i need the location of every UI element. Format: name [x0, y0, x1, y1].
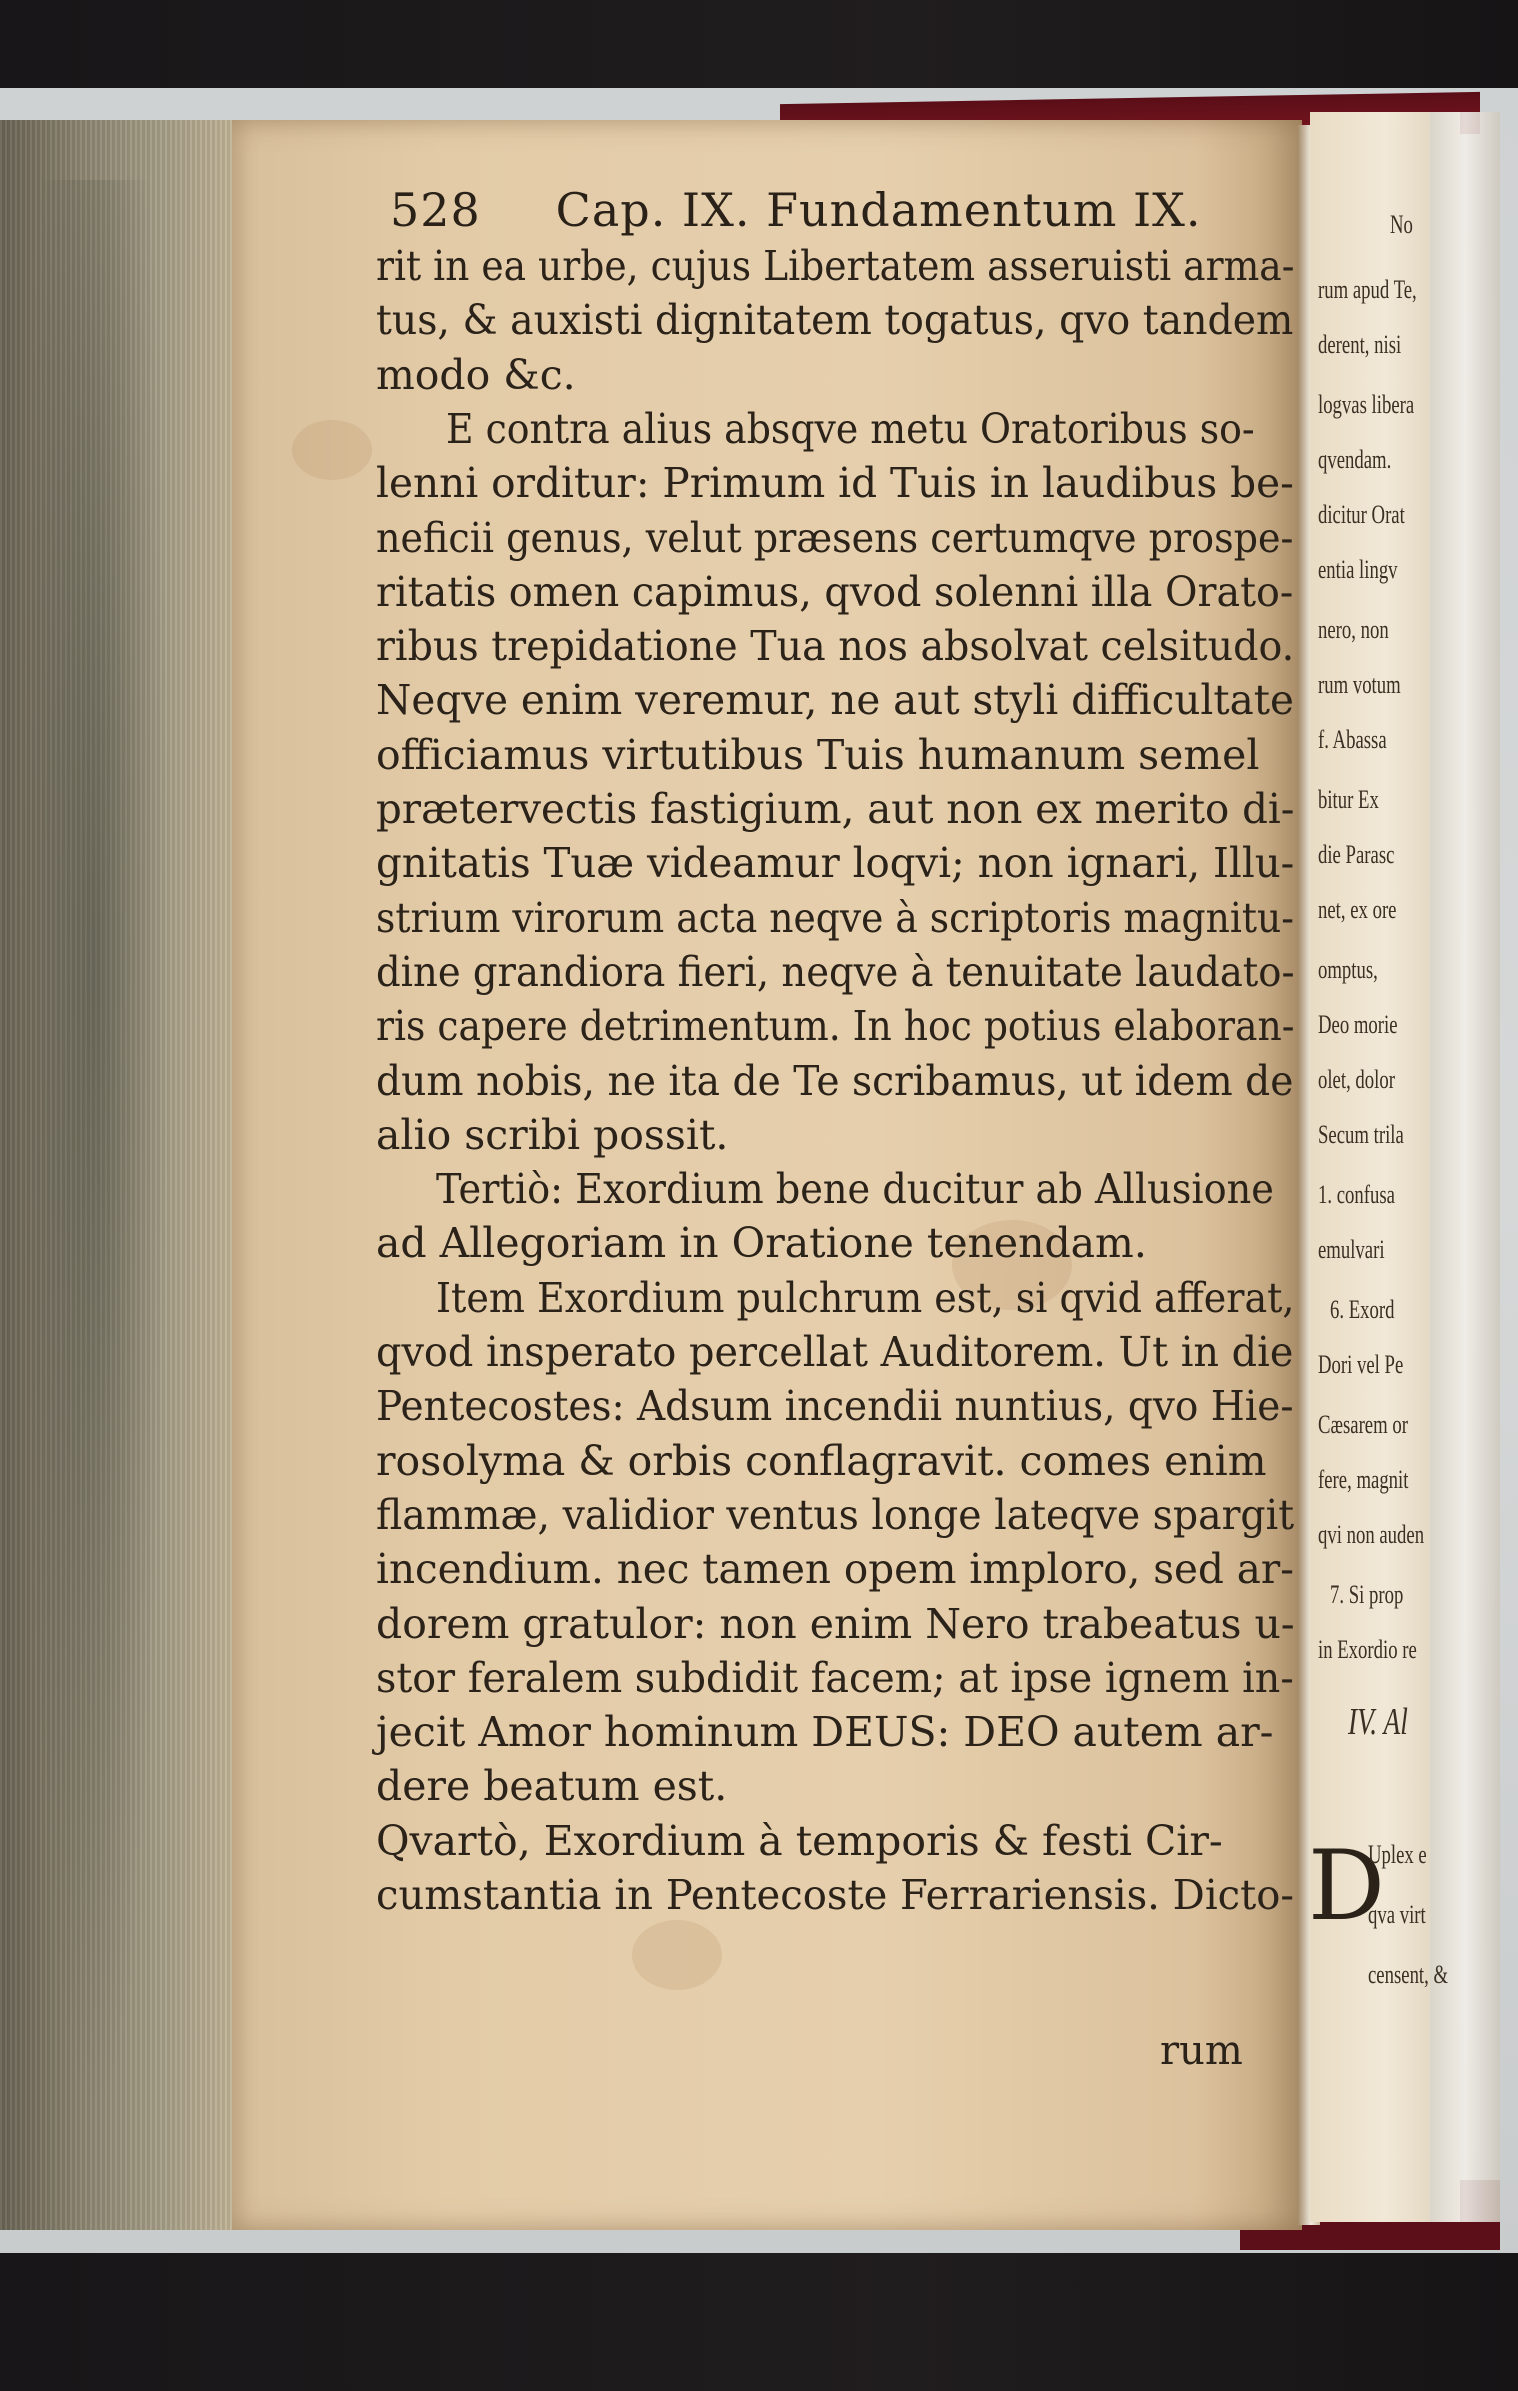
text-line: jecit Amor hominum DEUS: DEO autem ar- — [376, 1708, 1274, 1756]
foxing-spot — [632, 1920, 722, 1990]
text-line: alio scribi possit. — [376, 1111, 729, 1159]
text-line: ad Allegoriam in Oratione tenendam. — [376, 1219, 1147, 1267]
right-page-fragment: 7. Si prop — [1330, 1580, 1404, 1609]
running-title: Cap. IX. Fundamentum IX. — [555, 183, 1202, 237]
foxing-spot — [292, 420, 372, 480]
text-line: ribus trepidatione Tua nos absolvat celsitudo. — [376, 622, 1295, 670]
text-line: Neqve enim veremur, ne aut styli difficultate — [376, 676, 1294, 724]
text-line: Qvartò, Exordium à temporis & festi Cir- — [376, 1817, 1223, 1865]
text-line: strium virorum acta neqve à scriptoris magnitu- — [376, 894, 1294, 942]
right-page-fragment: censent, & — [1368, 1960, 1449, 1989]
right-page-fragment: die Parasc — [1318, 840, 1395, 869]
text-line: cumstantia in Pentecoste Ferrariensis. Dicto- — [376, 1871, 1294, 1919]
right-page-fragment: Dori vel Pe — [1318, 1350, 1404, 1379]
text-line: dine grandiora fieri, neqve à tenuitate laudato- — [376, 948, 1295, 996]
right-page-fragment: qvendam. — [1318, 445, 1392, 474]
text-line: dere beatum est. — [376, 1762, 728, 1810]
text-line: tus, & auxisti dignitatem togatus, qvo tandem — [376, 296, 1294, 344]
right-page-fragment: dicitur Orat — [1318, 500, 1405, 529]
right-page-fragment: logvas libera — [1318, 390, 1415, 419]
text-line: rosolyma & orbis conflagravit. comes enim — [376, 1437, 1267, 1485]
right-page-fragment: derent, nisi — [1318, 330, 1402, 359]
text-line: Tertiò: Exordium bene ducitur ab Allusione — [436, 1165, 1274, 1213]
text-line: prætervectis fastigium, aut non ex merito di- — [376, 785, 1295, 833]
right-page-fragment: Uplex e — [1368, 1840, 1427, 1869]
right-page-fragment: net, ex ore — [1318, 895, 1397, 924]
text-line: flammæ, validior ventus longe lateqve spargit — [376, 1491, 1295, 1539]
right-page-fragment: rum apud Te, — [1318, 275, 1417, 304]
text-line: dorem gratulor: non enim Nero trabeatus u- — [376, 1600, 1295, 1648]
right-page-fragment: entia lingv — [1318, 555, 1398, 584]
running-head — [390, 183, 1290, 237]
right-page-fragment: olet, dolor — [1318, 1065, 1395, 1094]
text-line: Pentecostes: Adsum incendii nuntius, qvo Hie- — [376, 1382, 1294, 1430]
text-line: dum nobis, ne ita de Te scribamus, ut idem de — [376, 1057, 1294, 1105]
right-page-fragment: 1. confusa — [1318, 1180, 1395, 1209]
page-number: 528 — [390, 183, 481, 237]
text-line: incendium. nec tamen opem imploro, sed ar- — [376, 1545, 1294, 1593]
right-page-fragment: qvi non auden — [1318, 1520, 1425, 1549]
right-page-fragment: Cæsarem or — [1318, 1410, 1408, 1439]
text-line: qvod insperato percellat Auditorem. Ut in die — [376, 1328, 1294, 1376]
right-page-fragment: Deo morie — [1318, 1010, 1398, 1039]
right-page-fragment: f. Abassa — [1318, 725, 1387, 754]
text-line: ris capere detrimentum. In hoc potius elaboran- — [376, 1002, 1295, 1050]
page-edges — [0, 120, 238, 2230]
text-line: neficii genus, velut præsens certumqve prospe- — [376, 514, 1294, 562]
right-page-fragment: omptus, — [1318, 955, 1378, 984]
right-page-fragment: nero, non — [1318, 615, 1389, 644]
text-line: officiamus virtutibus Tuis humanum semel — [376, 731, 1260, 779]
text-line: stor feralem subdidit facem; at ipse ignem in- — [376, 1654, 1294, 1702]
right-page-fragment: IV. Al — [1348, 1701, 1408, 1743]
right-page-fragment: 6. Exord — [1330, 1295, 1395, 1324]
text-line: E contra alius absqve metu Oratoribus so- — [446, 405, 1255, 453]
right-page-fragment: qva virt — [1368, 1900, 1426, 1929]
text-line: ritatis omen capimus, qvod solenni illa Orato- — [376, 568, 1294, 616]
right-page-fragment: emulvari — [1318, 1235, 1385, 1264]
text-line: rit in ea urbe, cujus Libertatem asseruisti arma- — [376, 242, 1295, 290]
drop-cap: D — [1308, 1830, 1385, 1942]
text-line: lenni orditur: Primum id Tuis in laudibus be- — [376, 459, 1294, 507]
right-page-fragment: Secum trila — [1318, 1120, 1404, 1149]
right-page-fragment: fere, magnit — [1318, 1465, 1409, 1494]
catchword: rum — [1160, 2028, 1243, 2074]
text-line: modo &c. — [376, 351, 576, 399]
text-line: gnitatis Tuæ videamur loqvi; non ignari, Illu- — [376, 839, 1295, 887]
right-page-fragment: No — [1390, 210, 1413, 239]
right-page-fragment: in Exordio re — [1318, 1635, 1417, 1664]
right-page-fragment: rum votum — [1318, 670, 1401, 699]
right-page-strip — [1430, 112, 1500, 2222]
text-line: Item Exordium pulchrum est, si qvid afferat, — [436, 1274, 1295, 1322]
right-page-fragment: bitur Ex — [1318, 785, 1379, 814]
